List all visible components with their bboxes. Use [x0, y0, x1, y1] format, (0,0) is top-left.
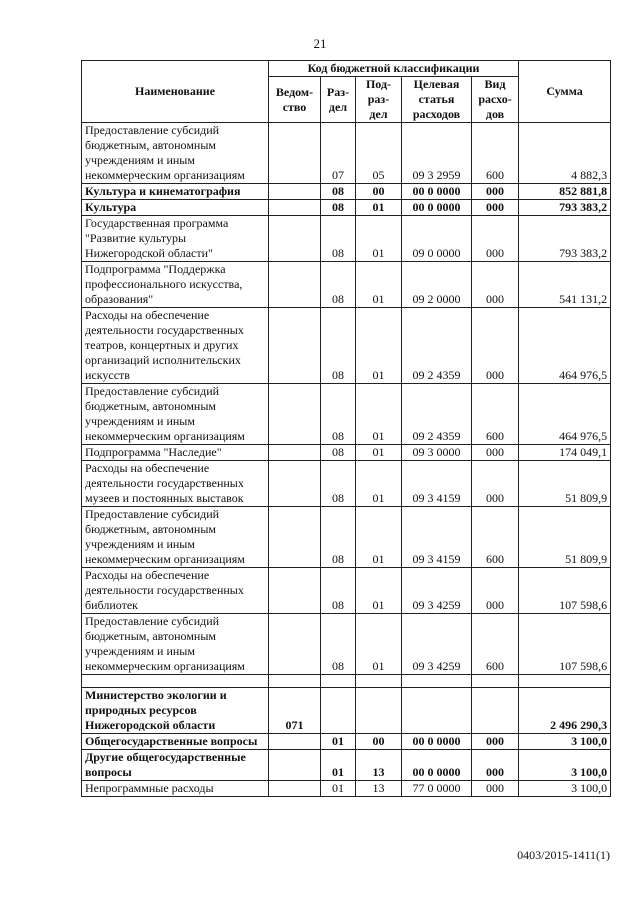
cell-section: 08: [321, 262, 356, 308]
cell-subsection: 00: [356, 734, 402, 750]
table-row: [82, 750, 611, 781]
cell-type: [472, 675, 519, 688]
cell-dept: 071: [269, 688, 321, 734]
cell-section: 08: [321, 184, 356, 200]
cell-sum: 793 383,2: [519, 200, 611, 216]
header-section: Раз-дел: [321, 77, 356, 123]
cell-subsection: 01: [356, 262, 402, 308]
cell-sum: 51 809,9: [519, 507, 611, 568]
header-classification: Код бюджетной классификации: [269, 61, 519, 77]
cell-subsection: 01: [356, 445, 402, 461]
cell-section: 08: [321, 461, 356, 507]
table-row: [82, 568, 611, 614]
cell-dept: [269, 384, 321, 445]
cell-type: 000: [472, 308, 519, 384]
cell-dept: [269, 614, 321, 675]
cell-section: 08: [321, 507, 356, 568]
cell-name: Расходы на обеспечение деятельности государственных библиотек: [82, 568, 269, 614]
cell-name: Предоставление субсидий бюджетным, автономным учреждениям и иным некоммерческим организациям: [82, 614, 269, 675]
document-code: 0403/2015-1411(1): [517, 848, 610, 862]
cell-subsection: 01: [356, 216, 402, 262]
table-row: [82, 308, 611, 384]
table-row: [82, 461, 611, 507]
page-number: 21: [313, 36, 327, 51]
cell-subsection: 13: [356, 781, 402, 797]
cell-type: 000: [472, 750, 519, 781]
cell-name: Подпрограмма "Поддержка профессионального искусства, образования": [82, 262, 269, 308]
cell-dept: [269, 750, 321, 781]
cell-sum: [519, 675, 611, 688]
cell-name: Предоставление субсидий бюджетным, автономным учреждениям и иным некоммерческим организациям: [82, 384, 269, 445]
table-body: [82, 123, 611, 797]
table-row: [82, 781, 611, 797]
cell-target: 09 2 0000: [402, 262, 472, 308]
cell-sum: 2 496 290,3: [519, 688, 611, 734]
cell-name: Министерство экологии и природных ресурсов Нижегородской области: [82, 688, 269, 734]
cell-type: 000: [472, 461, 519, 507]
cell-dept: [269, 734, 321, 750]
cell-name: Предоставление субсидий бюджетным, автономным учреждениям и иным некоммерческим организациям: [82, 507, 269, 568]
cell-section: 08: [321, 216, 356, 262]
cell-target: 09 0 0000: [402, 216, 472, 262]
cell-target: 09 3 2959: [402, 123, 472, 184]
table-row: [82, 688, 611, 734]
cell-target: 09 2 4359: [402, 384, 472, 445]
cell-subsection: 13: [356, 750, 402, 781]
header-subsection: Под-раз-дел: [356, 77, 402, 123]
cell-type: 600: [472, 123, 519, 184]
header-name: Наименование: [82, 61, 269, 123]
cell-subsection: 00: [356, 184, 402, 200]
cell-type: 000: [472, 734, 519, 750]
cell-section: 08: [321, 445, 356, 461]
cell-dept: [269, 568, 321, 614]
cell-type: 000: [472, 781, 519, 797]
cell-section: 01: [321, 750, 356, 781]
cell-dept: [269, 123, 321, 184]
cell-name: Государственная программа "Развитие культуры Нижегородской области": [82, 216, 269, 262]
cell-type: 600: [472, 507, 519, 568]
cell-section: 08: [321, 568, 356, 614]
cell-sum: 51 809,9: [519, 461, 611, 507]
cell-type: 000: [472, 568, 519, 614]
cell-target: 00 0 0000: [402, 184, 472, 200]
cell-dept: [269, 184, 321, 200]
cell-sum: 3 100,0: [519, 734, 611, 750]
cell-type: 000: [472, 200, 519, 216]
cell-sum: 107 598,6: [519, 568, 611, 614]
cell-target: [402, 675, 472, 688]
cell-target: 09 3 4259: [402, 614, 472, 675]
cell-dept: [269, 507, 321, 568]
cell-subsection: 01: [356, 308, 402, 384]
cell-name: Непрограммные расходы: [82, 781, 269, 797]
cell-section: 07: [321, 123, 356, 184]
cell-section: [321, 688, 356, 734]
cell-dept: [269, 781, 321, 797]
cell-name: Расходы на обеспечение деятельности государственных музеев и постоянных выставок: [82, 461, 269, 507]
cell-type: 600: [472, 614, 519, 675]
budget-table: [81, 60, 611, 797]
cell-type: 000: [472, 262, 519, 308]
cell-type: 000: [472, 445, 519, 461]
cell-section: 01: [321, 734, 356, 750]
cell-name: Другие общегосударственные вопросы: [82, 750, 269, 781]
header-dept: Ведом-ство: [269, 77, 321, 123]
header-target: Целевая статья расходов: [402, 77, 472, 123]
cell-name: Культура: [82, 200, 269, 216]
cell-dept: [269, 308, 321, 384]
table-row: [82, 184, 611, 200]
table-row: [82, 123, 611, 184]
cell-type: 000: [472, 184, 519, 200]
table-row: [82, 384, 611, 445]
cell-target: 00 0 0000: [402, 750, 472, 781]
cell-section: 08: [321, 614, 356, 675]
cell-subsection: 01: [356, 614, 402, 675]
cell-subsection: 01: [356, 200, 402, 216]
cell-name: Расходы на обеспечение деятельности государственных театров, концертных и других организаций исполнительских искусств: [82, 308, 269, 384]
cell-subsection: [356, 688, 402, 734]
cell-section: [321, 675, 356, 688]
cell-subsection: 01: [356, 568, 402, 614]
cell-section: 08: [321, 200, 356, 216]
cell-subsection: [356, 675, 402, 688]
cell-sum: 3 100,0: [519, 750, 611, 781]
cell-dept: [269, 200, 321, 216]
cell-target: 09 2 4359: [402, 308, 472, 384]
cell-target: 09 3 4259: [402, 568, 472, 614]
cell-subsection: 01: [356, 461, 402, 507]
table-row: [82, 614, 611, 675]
table-row: [82, 734, 611, 750]
cell-type: 000: [472, 216, 519, 262]
cell-subsection: 05: [356, 123, 402, 184]
cell-section: 01: [321, 781, 356, 797]
table-row: [82, 445, 611, 461]
table-row: [82, 200, 611, 216]
cell-subsection: 01: [356, 384, 402, 445]
table-row: [82, 507, 611, 568]
cell-subsection: 01: [356, 507, 402, 568]
cell-name: Культура и кинематография: [82, 184, 269, 200]
cell-section: 08: [321, 384, 356, 445]
cell-sum: 464 976,5: [519, 384, 611, 445]
cell-dept: [269, 461, 321, 507]
cell-name: [82, 675, 269, 688]
cell-target: 09 3 4159: [402, 507, 472, 568]
cell-dept: [269, 675, 321, 688]
cell-name: Предоставление субсидий бюджетным, автономным учреждениям и иным некоммерческим организациям: [82, 123, 269, 184]
cell-type: 600: [472, 384, 519, 445]
cell-sum: 793 383,2: [519, 216, 611, 262]
cell-target: 09 3 0000: [402, 445, 472, 461]
cell-target: 77 0 0000: [402, 781, 472, 797]
cell-sum: 107 598,6: [519, 614, 611, 675]
cell-dept: [269, 216, 321, 262]
cell-dept: [269, 262, 321, 308]
table-row: [82, 262, 611, 308]
cell-sum: 464 976,5: [519, 308, 611, 384]
cell-target: 00 0 0000: [402, 200, 472, 216]
cell-section: 08: [321, 308, 356, 384]
cell-sum: 852 881,8: [519, 184, 611, 200]
cell-target: 00 0 0000: [402, 734, 472, 750]
cell-type: [472, 688, 519, 734]
table-row: [82, 675, 611, 688]
cell-dept: [269, 445, 321, 461]
cell-sum: 541 131,2: [519, 262, 611, 308]
header-type: Вид расхо-дов: [472, 77, 519, 123]
cell-target: [402, 688, 472, 734]
cell-sum: 4 882,3: [519, 123, 611, 184]
cell-target: 09 3 4159: [402, 461, 472, 507]
header-sum: Сумма: [519, 61, 611, 123]
cell-sum: 174 049,1: [519, 445, 611, 461]
cell-sum: 3 100,0: [519, 781, 611, 797]
cell-name: Общегосударственные вопросы: [82, 734, 269, 750]
cell-name: Подпрограмма "Наследие": [82, 445, 269, 461]
table-row: [82, 216, 611, 262]
